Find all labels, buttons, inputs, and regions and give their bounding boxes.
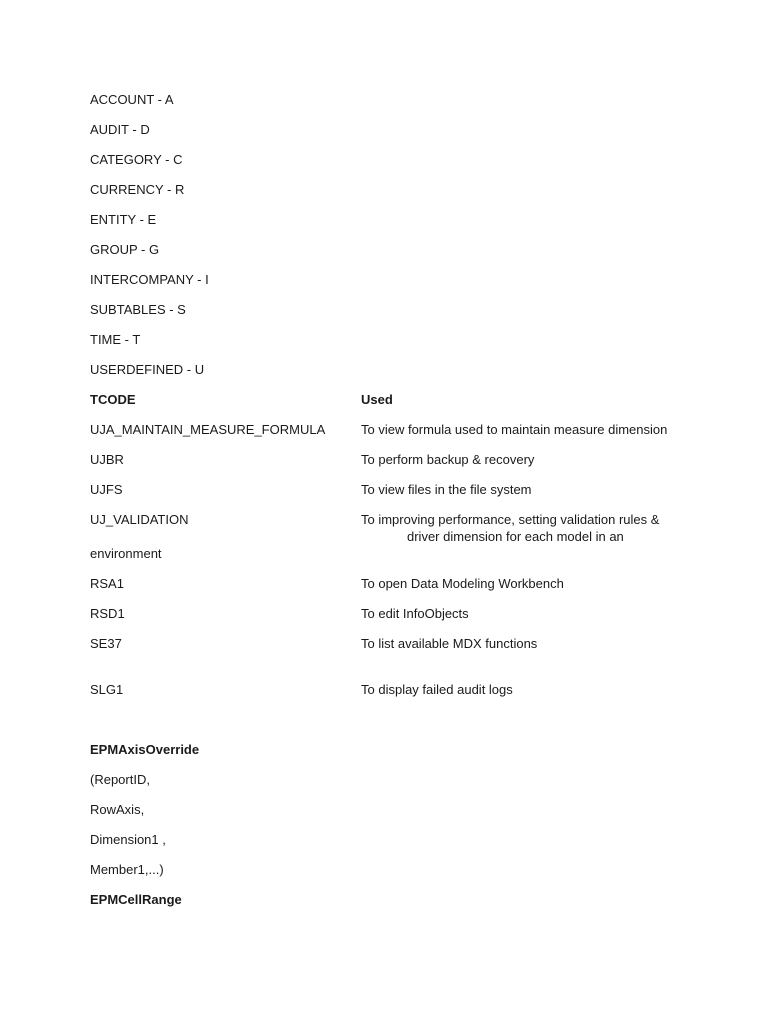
used-cell: To improving performance, setting validation rules &: [361, 512, 660, 527]
tcode-cell: UJBR: [90, 452, 124, 467]
tcode-column-header: TCODE: [90, 392, 136, 407]
used-cell: To view formula used to maintain measure dimension: [361, 422, 668, 437]
tcode-cell: UJ_VALIDATION: [90, 512, 189, 527]
used-cell-continuation: driver dimension for each model in an: [407, 529, 624, 544]
used-cell: To open Data Modeling Workbench: [361, 576, 564, 591]
dimension-code-userdefined: USERDEFINED - U: [90, 362, 205, 377]
epm-axis-override-param: Member1,...): [90, 862, 164, 877]
dimension-code-account: ACCOUNT - A: [90, 92, 174, 107]
dimension-code-group: GROUP - G: [90, 242, 160, 257]
dimension-code-entity: ENTITY - E: [90, 212, 157, 227]
used-cell: To view files in the file system: [361, 482, 532, 497]
tcode-cell: RSA1: [90, 576, 124, 591]
tcode-cell: SE37: [90, 636, 122, 651]
tcode-cell: RSD1: [90, 606, 125, 621]
epm-axis-override-param: RowAxis,: [90, 802, 145, 817]
used-cell: To edit InfoObjects: [361, 606, 469, 621]
epm-axis-override-title: EPMAxisOverride: [90, 742, 200, 757]
dimension-code-currency: CURRENCY - R: [90, 182, 185, 197]
used-cell: To list available MDX functions: [361, 636, 538, 651]
tcode-cell: SLG1: [90, 682, 124, 697]
tcode-cell-continuation: environment: [90, 546, 162, 561]
dimension-code-intercompany: INTERCOMPANY - I: [90, 272, 209, 287]
tcode-cell: UJFS: [90, 482, 123, 497]
used-cell: To perform backup & recovery: [361, 452, 535, 467]
dimension-code-category: CATEGORY - C: [90, 152, 183, 167]
dimension-code-time: TIME - T: [90, 332, 141, 347]
used-column-header: Used: [361, 392, 393, 407]
used-cell: To display failed audit logs: [361, 682, 513, 697]
epm-axis-override-param: (ReportID,: [90, 772, 150, 787]
dimension-code-audit: AUDIT - D: [90, 122, 150, 137]
epm-cell-range-title: EPMCellRange: [90, 892, 182, 907]
epm-axis-override-param: Dimension1 ,: [90, 832, 166, 847]
tcode-cell: UJA_MAINTAIN_MEASURE_FORMULA: [90, 422, 326, 437]
dimension-code-subtables: SUBTABLES - S: [90, 302, 186, 317]
